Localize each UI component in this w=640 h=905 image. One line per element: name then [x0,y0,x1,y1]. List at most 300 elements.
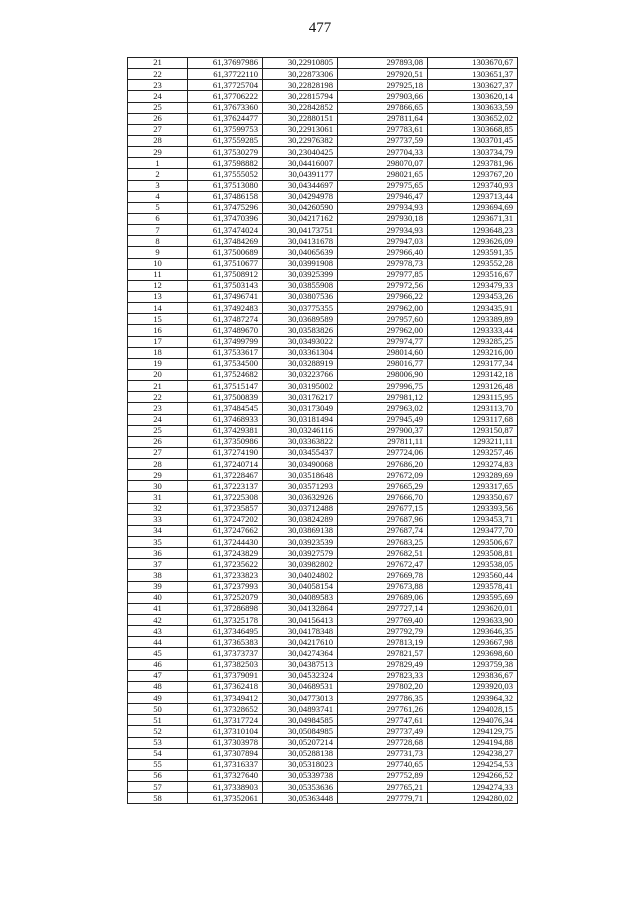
longitude-cell: 30,04217610 [263,637,338,648]
table-row [128,425,518,436]
point-number-cell: 13 [128,291,188,302]
latitude-cell: 61,37317724 [188,715,263,726]
longitude-cell: 30,03712488 [263,503,338,514]
longitude-cell: 30,03632926 [263,492,338,503]
latitude-cell: 61,37223137 [188,481,263,492]
latitude-cell: 61,37524682 [188,369,263,380]
y-coordinate-cell: 1293667,98 [428,637,518,648]
y-coordinate-cell: 1293964,32 [428,693,518,704]
table-row [128,436,518,447]
table-row [128,113,518,124]
longitude-cell: 30,05353636 [263,782,338,793]
latitude-cell: 61,37624477 [188,113,263,124]
point-number-cell: 46 [128,659,188,670]
table-row [128,303,518,314]
x-coordinate-cell: 297925,18 [338,80,428,91]
y-coordinate-cell: 1294238,27 [428,748,518,759]
y-coordinate-cell: 1293333,44 [428,325,518,336]
y-coordinate-cell: 1293389,89 [428,314,518,325]
x-coordinate-cell: 297866,65 [338,102,428,113]
x-coordinate-cell: 297945,49 [338,414,428,425]
x-coordinate-cell: 297821,57 [338,648,428,659]
latitude-cell: 61,37470396 [188,213,263,224]
longitude-cell: 30,04089583 [263,592,338,603]
x-coordinate-cell: 297981,12 [338,392,428,403]
y-coordinate-cell: 1293552,28 [428,258,518,269]
x-coordinate-cell: 297724,06 [338,447,428,458]
point-number-cell: 11 [128,269,188,280]
point-number-cell: 16 [128,325,188,336]
y-coordinate-cell: 1293781,96 [428,158,518,169]
latitude-cell: 61,37243829 [188,548,263,559]
table-row [128,392,518,403]
point-number-cell: 48 [128,681,188,692]
y-coordinate-cell: 1293920,03 [428,681,518,692]
longitude-cell: 30,03923539 [263,537,338,548]
longitude-cell: 30,05288138 [263,748,338,759]
longitude-cell: 30,03195002 [263,381,338,392]
longitude-cell: 30,03223766 [263,369,338,380]
y-coordinate-cell: 1293740,93 [428,180,518,191]
table-row [128,548,518,559]
x-coordinate-cell: 297677,15 [338,503,428,514]
latitude-cell: 61,37379091 [188,670,263,681]
x-coordinate-cell: 297747,61 [338,715,428,726]
point-number-cell: 23 [128,80,188,91]
x-coordinate-cell: 297829,49 [338,659,428,670]
latitude-cell: 61,37725704 [188,80,263,91]
y-coordinate-cell: 1303668,85 [428,124,518,135]
latitude-cell: 61,37487274 [188,314,263,325]
latitude-cell: 61,37510677 [188,258,263,269]
longitude-cell: 30,03363822 [263,436,338,447]
y-coordinate-cell: 1293626,09 [428,236,518,247]
point-number-cell: 9 [128,247,188,258]
latitude-cell: 61,37599753 [188,124,263,135]
longitude-cell: 30,04132864 [263,603,338,614]
longitude-cell: 30,22913061 [263,124,338,135]
table-row [128,693,518,704]
y-coordinate-cell: 1293142,18 [428,369,518,380]
x-coordinate-cell: 297963,02 [338,403,428,414]
table-row [128,314,518,325]
point-number-cell: 30 [128,481,188,492]
latitude-cell: 61,37555052 [188,169,263,180]
point-number-cell: 22 [128,69,188,80]
point-number-cell: 8 [128,236,188,247]
y-coordinate-cell: 1293759,38 [428,659,518,670]
table-row [128,169,518,180]
latitude-cell: 61,37286898 [188,603,263,614]
point-number-cell: 50 [128,704,188,715]
longitude-cell: 30,22815794 [263,91,338,102]
point-number-cell: 2 [128,169,188,180]
longitude-cell: 30,04532324 [263,670,338,681]
table-row [128,135,518,146]
longitude-cell: 30,04260590 [263,202,338,213]
y-coordinate-cell: 1303734,79 [428,147,518,158]
point-number-cell: 28 [128,135,188,146]
x-coordinate-cell: 297704,33 [338,147,428,158]
latitude-cell: 61,37722110 [188,69,263,80]
table-row [128,291,518,302]
table-row [128,559,518,570]
x-coordinate-cell: 297727,14 [338,603,428,614]
longitude-cell: 30,04178348 [263,626,338,637]
longitude-cell: 30,23040425 [263,147,338,158]
y-coordinate-cell: 1294076,34 [428,715,518,726]
point-number-cell: 25 [128,102,188,113]
latitude-cell: 61,37475296 [188,202,263,213]
point-number-cell: 54 [128,748,188,759]
longitude-cell: 30,03982802 [263,559,338,570]
table-row [128,525,518,536]
point-number-cell: 52 [128,726,188,737]
x-coordinate-cell: 297934,93 [338,225,428,236]
point-number-cell: 23 [128,403,188,414]
table-row [128,715,518,726]
y-coordinate-cell: 1293620,01 [428,603,518,614]
table-row [128,626,518,637]
longitude-cell: 30,03246116 [263,425,338,436]
point-number-cell: 10 [128,258,188,269]
latitude-cell: 61,37310104 [188,726,263,737]
x-coordinate-cell: 297893,08 [338,58,428,69]
table-row [128,793,518,804]
point-number-cell: 6 [128,213,188,224]
point-number-cell: 32 [128,503,188,514]
y-coordinate-cell: 1303670,67 [428,58,518,69]
latitude-cell: 61,37362418 [188,681,263,692]
y-coordinate-cell: 1293633,90 [428,615,518,626]
longitude-cell: 30,05363448 [263,793,338,804]
point-number-cell: 51 [128,715,188,726]
point-number-cell: 27 [128,124,188,135]
table-row [128,191,518,202]
latitude-cell: 61,37365383 [188,637,263,648]
latitude-cell: 61,37247202 [188,514,263,525]
y-coordinate-cell: 1293479,33 [428,280,518,291]
latitude-cell: 61,37350986 [188,436,263,447]
latitude-cell: 61,37228467 [188,470,263,481]
latitude-cell: 61,37274190 [188,447,263,458]
x-coordinate-cell: 298021,65 [338,169,428,180]
table-row [128,124,518,135]
point-number-cell: 18 [128,347,188,358]
longitude-cell: 30,04294978 [263,191,338,202]
x-coordinate-cell: 297779,71 [338,793,428,804]
x-coordinate-cell: 297962,00 [338,325,428,336]
x-coordinate-cell: 297978,73 [338,258,428,269]
y-coordinate-cell: 1293477,70 [428,525,518,536]
table-row [128,414,518,425]
y-coordinate-cell: 1293560,44 [428,570,518,581]
latitude-cell: 61,37489670 [188,325,263,336]
latitude-cell: 61,37515147 [188,381,263,392]
table-row [128,615,518,626]
page-number: 477 [308,20,332,36]
latitude-cell: 61,37327640 [188,771,263,782]
x-coordinate-cell: 297966,22 [338,291,428,302]
x-coordinate-cell: 297957,60 [338,314,428,325]
y-coordinate-cell: 1293453,26 [428,291,518,302]
longitude-cell: 30,04893741 [263,704,338,715]
longitude-cell: 30,03855908 [263,280,338,291]
point-number-cell: 25 [128,425,188,436]
point-number-cell: 40 [128,592,188,603]
latitude-cell: 61,37247662 [188,525,263,536]
latitude-cell: 61,37533617 [188,347,263,358]
latitude-cell: 61,37503143 [188,280,263,291]
table-row [128,503,518,514]
longitude-cell: 30,03490068 [263,459,338,470]
point-number-cell: 3 [128,180,188,191]
table-row [128,358,518,369]
longitude-cell: 30,04156413 [263,615,338,626]
longitude-cell: 30,03361304 [263,347,338,358]
point-number-cell: 47 [128,670,188,681]
y-coordinate-cell: 1293595,69 [428,592,518,603]
table-row [128,704,518,715]
longitude-cell: 30,03583826 [263,325,338,336]
y-coordinate-cell: 1294274,33 [428,782,518,793]
x-coordinate-cell: 297761,26 [338,704,428,715]
table-row [128,470,518,481]
point-number-cell: 22 [128,392,188,403]
longitude-cell: 30,22880151 [263,113,338,124]
latitude-cell: 61,37373737 [188,648,263,659]
latitude-cell: 61,37673360 [188,102,263,113]
point-number-cell: 56 [128,771,188,782]
table-row [128,102,518,113]
y-coordinate-cell: 1293836,67 [428,670,518,681]
latitude-cell: 61,37235857 [188,503,263,514]
point-number-cell: 29 [128,147,188,158]
longitude-cell: 30,04217162 [263,213,338,224]
x-coordinate-cell: 297974,77 [338,336,428,347]
longitude-cell: 30,03571293 [263,481,338,492]
point-number-cell: 17 [128,336,188,347]
longitude-cell: 30,03927579 [263,548,338,559]
y-coordinate-cell: 1293350,67 [428,492,518,503]
y-coordinate-cell: 1293126,48 [428,381,518,392]
latitude-cell: 61,37252079 [188,592,263,603]
table-row [128,726,518,737]
point-number-cell: 12 [128,280,188,291]
y-coordinate-cell: 1293506,67 [428,537,518,548]
table-row [128,69,518,80]
longitude-cell: 30,03181494 [263,414,338,425]
x-coordinate-cell: 297802,20 [338,681,428,692]
y-coordinate-cell: 1303701,45 [428,135,518,146]
latitude-cell: 61,37484545 [188,403,263,414]
point-number-cell: 27 [128,447,188,458]
table-row [128,180,518,191]
longitude-cell: 30,22828198 [263,80,338,91]
latitude-cell: 61,37484269 [188,236,263,247]
y-coordinate-cell: 1293274,83 [428,459,518,470]
longitude-cell: 30,22976382 [263,135,338,146]
x-coordinate-cell: 298006,90 [338,369,428,380]
latitude-cell: 61,37474024 [188,225,263,236]
table-row [128,91,518,102]
x-coordinate-cell: 298070,07 [338,158,428,169]
latitude-cell: 61,37508912 [188,269,263,280]
y-coordinate-cell: 1293257,46 [428,447,518,458]
point-number-cell: 14 [128,303,188,314]
x-coordinate-cell: 297966,40 [338,247,428,258]
y-coordinate-cell: 1294280,02 [428,793,518,804]
longitude-cell: 30,03176217 [263,392,338,403]
latitude-cell: 61,37235622 [188,559,263,570]
table-row [128,603,518,614]
table-row [128,280,518,291]
longitude-cell: 30,03173049 [263,403,338,414]
latitude-cell: 61,37240714 [188,459,263,470]
x-coordinate-cell: 297823,33 [338,670,428,681]
point-number-cell: 24 [128,91,188,102]
longitude-cell: 30,04416007 [263,158,338,169]
table-row [128,58,518,69]
point-number-cell: 33 [128,514,188,525]
latitude-cell: 61,37598882 [188,158,263,169]
longitude-cell: 30,03689589 [263,314,338,325]
longitude-cell: 30,03807536 [263,291,338,302]
table-row [128,325,518,336]
x-coordinate-cell: 298016,77 [338,358,428,369]
y-coordinate-cell: 1293317,65 [428,481,518,492]
longitude-cell: 30,04984585 [263,715,338,726]
point-number-cell: 49 [128,693,188,704]
table-row [128,269,518,280]
latitude-cell: 61,37328652 [188,704,263,715]
table-row [128,381,518,392]
table-row [128,592,518,603]
point-number-cell: 35 [128,537,188,548]
x-coordinate-cell: 297962,00 [338,303,428,314]
y-coordinate-cell: 1293117,68 [428,414,518,425]
longitude-cell: 30,03991908 [263,258,338,269]
point-number-cell: 44 [128,637,188,648]
table-row [128,147,518,158]
latitude-cell: 61,37237993 [188,581,263,592]
point-number-cell: 26 [128,113,188,124]
point-number-cell: 19 [128,358,188,369]
x-coordinate-cell: 297672,09 [338,470,428,481]
y-coordinate-cell: 1303652,02 [428,113,518,124]
longitude-cell: 30,03824289 [263,514,338,525]
point-number-cell: 45 [128,648,188,659]
y-coordinate-cell: 1293508,81 [428,548,518,559]
longitude-cell: 30,04391177 [263,169,338,180]
table-row [128,759,518,770]
latitude-cell: 61,37429381 [188,425,263,436]
longitude-cell: 30,05339738 [263,771,338,782]
table-row [128,748,518,759]
table-row [128,581,518,592]
longitude-cell: 30,22873306 [263,69,338,80]
y-coordinate-cell: 1293591,35 [428,247,518,258]
latitude-cell: 61,37303978 [188,737,263,748]
x-coordinate-cell: 297947,03 [338,236,428,247]
x-coordinate-cell: 297900,37 [338,425,428,436]
point-number-cell: 29 [128,470,188,481]
latitude-cell: 61,37706222 [188,91,263,102]
table-row [128,514,518,525]
point-number-cell: 5 [128,202,188,213]
x-coordinate-cell: 297811,64 [338,113,428,124]
x-coordinate-cell: 297683,25 [338,537,428,548]
table-row [128,648,518,659]
y-coordinate-cell: 1294254,53 [428,759,518,770]
y-coordinate-cell: 1293713,44 [428,191,518,202]
latitude-cell: 61,37382503 [188,659,263,670]
latitude-cell: 61,37492483 [188,303,263,314]
point-number-cell: 38 [128,570,188,581]
x-coordinate-cell: 297740,65 [338,759,428,770]
y-coordinate-cell: 1293289,69 [428,470,518,481]
table-row [128,202,518,213]
y-coordinate-cell: 1293648,23 [428,225,518,236]
table-row [128,537,518,548]
y-coordinate-cell: 1293698,60 [428,648,518,659]
point-number-cell: 21 [128,381,188,392]
x-coordinate-cell: 297946,47 [338,191,428,202]
table-row [128,570,518,581]
point-number-cell: 7 [128,225,188,236]
x-coordinate-cell: 297687,74 [338,525,428,536]
table-row [128,481,518,492]
table-row [128,771,518,782]
coordinates-table-body [128,58,518,804]
latitude-cell: 61,37325178 [188,615,263,626]
longitude-cell: 30,04131678 [263,236,338,247]
y-coordinate-cell: 1293211,11 [428,436,518,447]
latitude-cell: 61,37225308 [188,492,263,503]
table-row [128,158,518,169]
x-coordinate-cell: 297737,49 [338,726,428,737]
table-row [128,447,518,458]
point-number-cell: 55 [128,759,188,770]
x-coordinate-cell: 297765,21 [338,782,428,793]
table-row [128,336,518,347]
y-coordinate-cell: 1294028,15 [428,704,518,715]
latitude-cell: 61,37316337 [188,759,263,770]
y-coordinate-cell: 1293671,31 [428,213,518,224]
latitude-cell: 61,37349412 [188,693,263,704]
y-coordinate-cell: 1293516,67 [428,269,518,280]
table-row [128,492,518,503]
x-coordinate-cell: 297686,20 [338,459,428,470]
table-row [128,681,518,692]
longitude-cell: 30,05207214 [263,737,338,748]
x-coordinate-cell: 297682,51 [338,548,428,559]
longitude-cell: 30,03493022 [263,336,338,347]
x-coordinate-cell: 297687,96 [338,514,428,525]
point-number-cell: 31 [128,492,188,503]
point-number-cell: 20 [128,369,188,380]
table-row [128,459,518,470]
longitude-cell: 30,03518648 [263,470,338,481]
point-number-cell: 26 [128,436,188,447]
x-coordinate-cell: 297783,61 [338,124,428,135]
latitude-cell: 61,37534500 [188,358,263,369]
x-coordinate-cell: 297689,06 [338,592,428,603]
latitude-cell: 61,37513080 [188,180,263,191]
x-coordinate-cell: 297665,29 [338,481,428,492]
x-coordinate-cell: 297934,93 [338,202,428,213]
latitude-cell: 61,37307894 [188,748,263,759]
